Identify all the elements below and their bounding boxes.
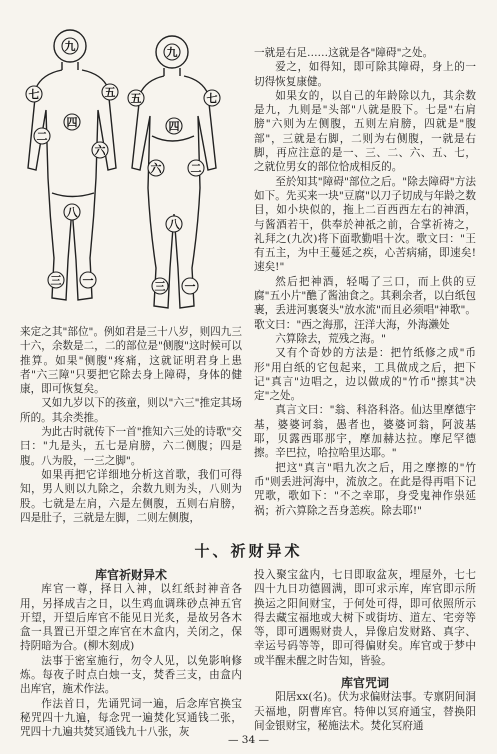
- male-label-belly: 四: [66, 116, 78, 129]
- male-label-right-shoulder: 五: [104, 86, 116, 99]
- paragraph: 然后把神酒，轻喝了三口，而上供的豆腐"五小片"醮了酱油食之。其剩余者，以白纸包裹，丢进河裏褒头"放水流"而且必须唱"神歌"。歌文曰："西之海那，汪洋大海，外海濑处: [254, 275, 476, 331]
- bottom-right-column: [254, 568, 476, 733]
- female-label-thigh: 八: [168, 218, 180, 231]
- male-label-head: 九: [64, 40, 76, 53]
- section-title: 十、祈财异术: [194, 542, 303, 560]
- body-diagram: [14, 18, 240, 322]
- paragraph: 为此古时就传下一首"推知六三处的诗歌"交曰："九是头，五七是肩膀，六二侧腹；四是腹。八为股，一三之脚"。: [20, 426, 242, 467]
- paragraph: 作法首日，先诵咒词一遍，后念库官换宝秘咒四十九遍，每念咒一遍焚化冥通钱二张，咒四十九遍共焚冥通钱九十八张，灰: [20, 697, 242, 739]
- paragraph: 阳居xx(名)。伏为求偏财法事。专禀阴间洞天福地，阴曹库官。特伸以冥府通宝，替换阳间金银财宝，秘施法术。焚化冥府通: [254, 691, 476, 732]
- right-column-text: [254, 46, 476, 518]
- female-label-head: 九: [166, 46, 178, 59]
- male-label-left-shoulder: 七: [28, 88, 40, 101]
- subheading: 库官祈财异术: [94, 568, 167, 582]
- page-number: — 34 —: [227, 734, 270, 746]
- left-column-text: [20, 325, 242, 525]
- paragraph: 至於知其"障碍"部位之后。"除去障碍"方法如下。先买来一块"豆腐"以刀子切成与年龄之数目，如小块似的，拖上二百西西左右的神酒，与酱酒若干，供奉於神祇之前，合掌祈祷之，礼拜之(九次)将下面歌勤唱十次。歌文曰："王有五主，为中王蔓延之疾，心苦病痛，即速矣!速矣!": [254, 175, 476, 274]
- bottom-left-column: [20, 568, 242, 740]
- female-label-left-shoulder: 五: [130, 92, 142, 105]
- paragraph: 又有个奇妙的方法是：把竹纸修之成"币形"用白纸的它包起来，工具做成之后，把下记"真言"边唱之，边以做成的"竹币"擦其"决定"之处。: [254, 347, 476, 403]
- paragraph: 又如九岁以下的孩童，则以"六三"推定其场所的。其余类推。: [20, 397, 242, 424]
- paragraph: 爱之，如得知，即可除其障碍，身上的一切得恢复康健。: [254, 61, 476, 88]
- male-label-thigh: 八: [66, 206, 78, 219]
- paragraph: 库官一尊，择日入神，以红纸封神音各用，另择成吉之日，以生鸡血调珠砂点神五官开望，开望后库官不能见日光炙，是故另各木盒一具置已开望之库官在木盒内，关闭之，保持阴暗为合。(柳木刻成): [20, 583, 242, 653]
- paragraph: 如果再把它详细地分析这首歌，我们可得知，男人则以九除之，余数九则为头，八则为股。七就是左肩，六是左侧腹，五则右肩膀，四是肚子，三就是左脚，二则左侧腹，: [20, 468, 242, 524]
- paragraph: 把这"真言"唱九次之后，用之摩擦的"竹币"则丢进河海中，流放之。在此是得再唱下记咒歌，歌如下："不之幸耶，身受鬼神作祟延祸；祈六算除之吾身恙疾。除去耶!": [254, 461, 476, 517]
- subheading: 库官咒词: [340, 676, 389, 691]
- paragraph: 投入聚宝盆内，七日即取盆灰，埋屋外，七七四十九日功德圆满，即可求示库，库官即示所换运之阳间财宝，于何处可得，即可依照所示得去藏宝福地或大树下或街坊、道左、宅旁等等，即可遇赐财贵人，异像启发财路、真字、幸运号码等等，即可得偏财矣。库官或于梦中或半醒未醒之时告知，皆验。: [254, 569, 476, 667]
- male-figure: [28, 30, 116, 300]
- paragraph: 法事于密室施行，勿令人见，以免影响修炼。每夜子时点白烛一支，焚香三支，由盒内出库官，施术作法。: [20, 654, 242, 696]
- male-label-right-side: 六: [94, 144, 106, 157]
- female-label-right-foot: 一: [184, 280, 196, 293]
- female-label-left-foot: 三: [154, 280, 166, 293]
- paragraph: 真言文曰："翁、科洛科洛。仙达里摩德宇基，婆婆诃翁，愚者也，婆婆诃翁，阿波基耶，贝露西耶那宇，摩加赫达拉。摩尼罕德擦。辛巴拉，哈拉哈里达耶。": [254, 404, 476, 460]
- paragraph: 一就是右足……这就是各"障碍"之处。: [254, 47, 434, 59]
- female-label-left-side: 六: [150, 162, 162, 175]
- female-label-right-shoulder: 七: [206, 92, 218, 105]
- paragraph: 来定之其"部位"。例如君是三十八岁，则四九三十六，余数是二，二的部位是"侧腹"这时候可以推算。如果"侧腹"疼痛，这就证明君身上患者"六三障"只要把它除去身上障碍，身体的健康，即可恢复矣。: [20, 326, 242, 396]
- male-label-left-side: 二: [36, 130, 48, 143]
- female-label-belly: 四: [168, 120, 180, 133]
- paragraph: 如果女的，以自己的年龄除以九，其余数是九，九则是"头部"八就是股下。七是"右肩膀"六则为左侧腹，五则左肩膀，四就是"腹部"，三就是右脚，二则为右侧腹，一就是右脚，再应注意的是一、三、二、六、五、七，之就位男女的部位恰成相反的。: [254, 89, 476, 174]
- female-label-right-side: 二: [190, 162, 202, 175]
- male-label-left-foot: 三: [50, 274, 62, 287]
- male-label-right-foot: 一: [82, 274, 94, 287]
- paragraph: 六算除去，荒残之海。": [275, 332, 386, 345]
